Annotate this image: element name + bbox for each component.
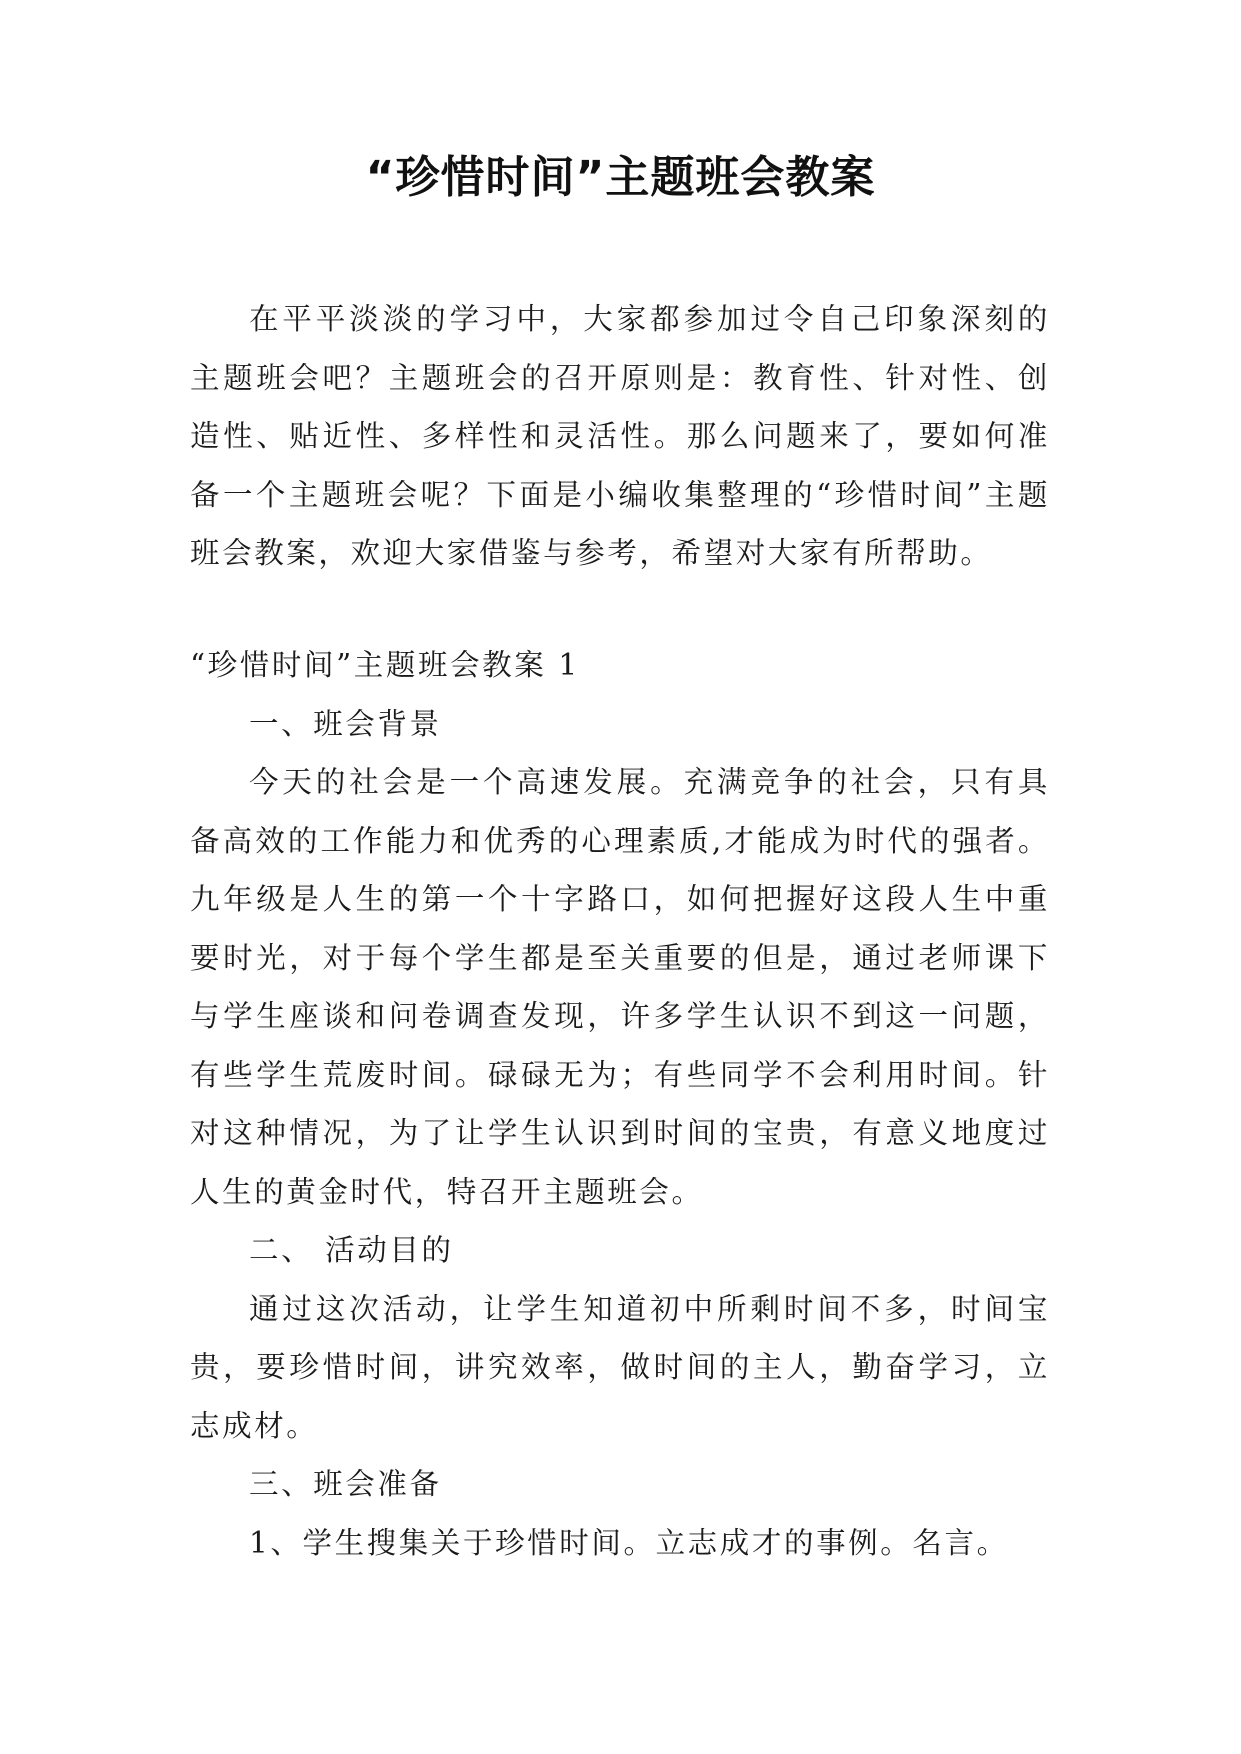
heading-purpose: 二、 活动目的 (249, 1233, 454, 1267)
preparation-item-1: 1、学生搜集关于珍惜时间。立志成才的事例。名言。 (249, 1525, 1009, 1560)
paragraph-background: 今天的社会是一个高速发展。充满竞争的社会，只有具备高效的工作能力和优秀的心理素质,才能成为时代的强者。九年级是人生的第一个十字路口，如何把握好这段人生中重要时光，对于每个学生都是至关重要的但是，通过老师课下与学生座谈和问卷调查发现，许多学生认识不到这一问题，有些学生荒废时间。碌碌无为；有些同学不会利用时间。针对这种情况，为了让学生认识到时间的宝贵，有意义地度过人生的黄金时代，特召开主题班会。 (190, 765, 1050, 1209)
heading-background: 一、班会背景 (249, 706, 442, 741)
intro-paragraph: 在平平淡淡的学习中，大家都参加过令自己印象深刻的主题班会吧？主题班会的召开原则是：教育性、针对性、创造性、贴近性、多样性和灵活性。那么问题来了，要如何准备一个主题班会呢？下面是小编收集整理的“珍惜时间”主题班会教案，欢迎大家借鉴与参考，希望对大家有所帮助。 (190, 302, 1050, 570)
intro-block (190, 290, 1050, 583)
heading-preparation: 三、班会准备 (249, 1467, 442, 1501)
paragraph-purpose: 通过这次活动，让学生知道初中所剩时间不多，时间宝贵，要珍惜时间，讲究效率，做时间的主人，勤奋学习，立志成材。 (190, 1291, 1050, 1443)
document-title: “珍惜时间”主题班会教案 (365, 152, 876, 203)
lesson-plan-section (190, 636, 1050, 1572)
section-title: “珍惜时间”主题班会教案 1 (190, 648, 580, 682)
